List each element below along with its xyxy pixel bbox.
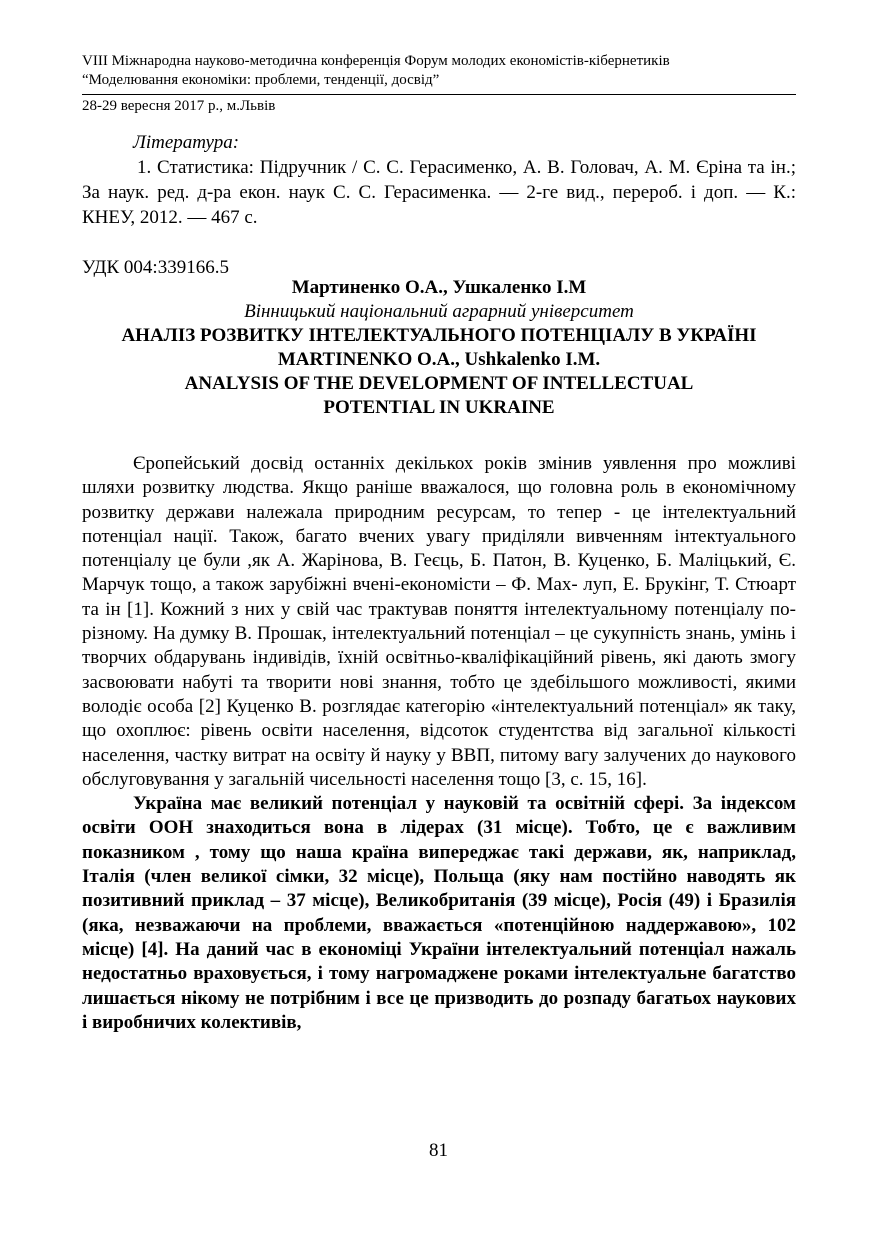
conference-date: 28-29 вересня 2017 р., м.Львів <box>82 98 276 114</box>
page-number: 81 <box>429 1140 448 1161</box>
paragraph-1: Єропейський досвід останніх декількох років змінив уявлення про можливі шляхи розвитку людства. Якщо раніше вважалося, що головна роль в економічному розвитку держави належала природним ресурсам, то тепер - це інтелектуальний потенціал нації. Також, багато вчених увагу приділяли вивченням інтектуального потенціалу це були ,як А. Жарінова, В. Геєць, Б. Патон, В. Куценко, Б. Маліцький, Є. Марчук тощо, а також зарубіжні вчені-економісти – Ф. Мах- луп, Е. Брукінг, Т. Стюарт та ін [1]. Кожний з них у свій час трактував поняття інтелектуальному потенціалу по-різному. На думку В. Прошак, інтелектуальний потенціал – це сукупність знань, умінь і творчих обдарувань індивідів, їхній освітньо-кваліфікаційний рівень, які дають змогу засвоювати набуті та творити нові знання, тобто це здебільшого можливості, якими володіє особа [2] Куценко В. розглядає категорію «інтелектуальний потенціал» як таку, що охоплює: рівень освіти населення, відсоток студентства від загальної кількості населення, частку витрат на освіту й науку у ВВП, питому вагу залучених до наукового обслуговування у загальній чисельності населення тощо [3, с. 15, 16]. <box>82 453 796 790</box>
literature-heading: Література: <box>133 132 240 153</box>
article-heading <box>82 276 796 420</box>
paragraph-2: Україна має великий потенціал у науковій та освітній сфері. За індексом освіти ООН знаходиться вона в лідерах (31 місце). Тобто, це є важливим показником , тому що наша країна випереджає такі держави, як, наприклад, Італія (член великої сімки, 32 місце), Польща (яку нам постійно наводять як позитивний приклад – 37 місце), Великобританія (39 місце), Росія (49) і Бразилія (яка, незважаючи на проблеми, вважається «потенційною наддержавою», 102 місце) [4]. На даний час в економіці України інтелектуальний потенціал нажаль недостатньо враховується, і тому нагромаджене роками інтелектуальне багатство лишається нікому не потрібним і все це призводить до розпаду багатьох наукових і виробничих колективів, <box>82 793 796 1033</box>
authors-en: MARTINENKO O.A., Ushkalenko I.M. <box>277 349 601 370</box>
article-body <box>82 452 796 1035</box>
literature-section <box>82 130 796 230</box>
conference-title: VIII Міжнародна науково-методична конференція Форум молодих економістів-кібернетиків <box>82 53 670 69</box>
udk-code: УДК 004:339166.5 <box>82 257 229 278</box>
title-ua: АНАЛІЗ РОЗВИТКУ ІНТЕЛЕКТУАЛЬНОГО ПОТЕНЦІАЛУ В УКРАЇНІ <box>121 325 757 346</box>
institution: Вінницький національний аграрний університет <box>244 301 634 322</box>
title-en-line2: POTENTIAL IN UKRAINE <box>323 397 555 418</box>
reference-item: 1. Статистика: Підручник / С. С. Герасименко, А. В. Головач, А. М. Єріна та ін.; За наук. ред. д-ра екон. наук С. С. Герасименка. — 2-ге вид., перероб. і доп. — К.: КНЕУ, 2012. — 467 с. <box>82 157 796 228</box>
header-rule <box>82 94 796 95</box>
title-en-line1: ANALYSIS OF THE DEVELOPMENT OF INTELLECTUAL <box>184 373 694 394</box>
running-header <box>82 52 796 114</box>
authors-ua: Мартиненко О.А., Ушкаленко І.М <box>291 277 587 298</box>
conference-subtitle: “Моделювання економіки: проблеми, тенденції, досвід” <box>82 72 440 88</box>
